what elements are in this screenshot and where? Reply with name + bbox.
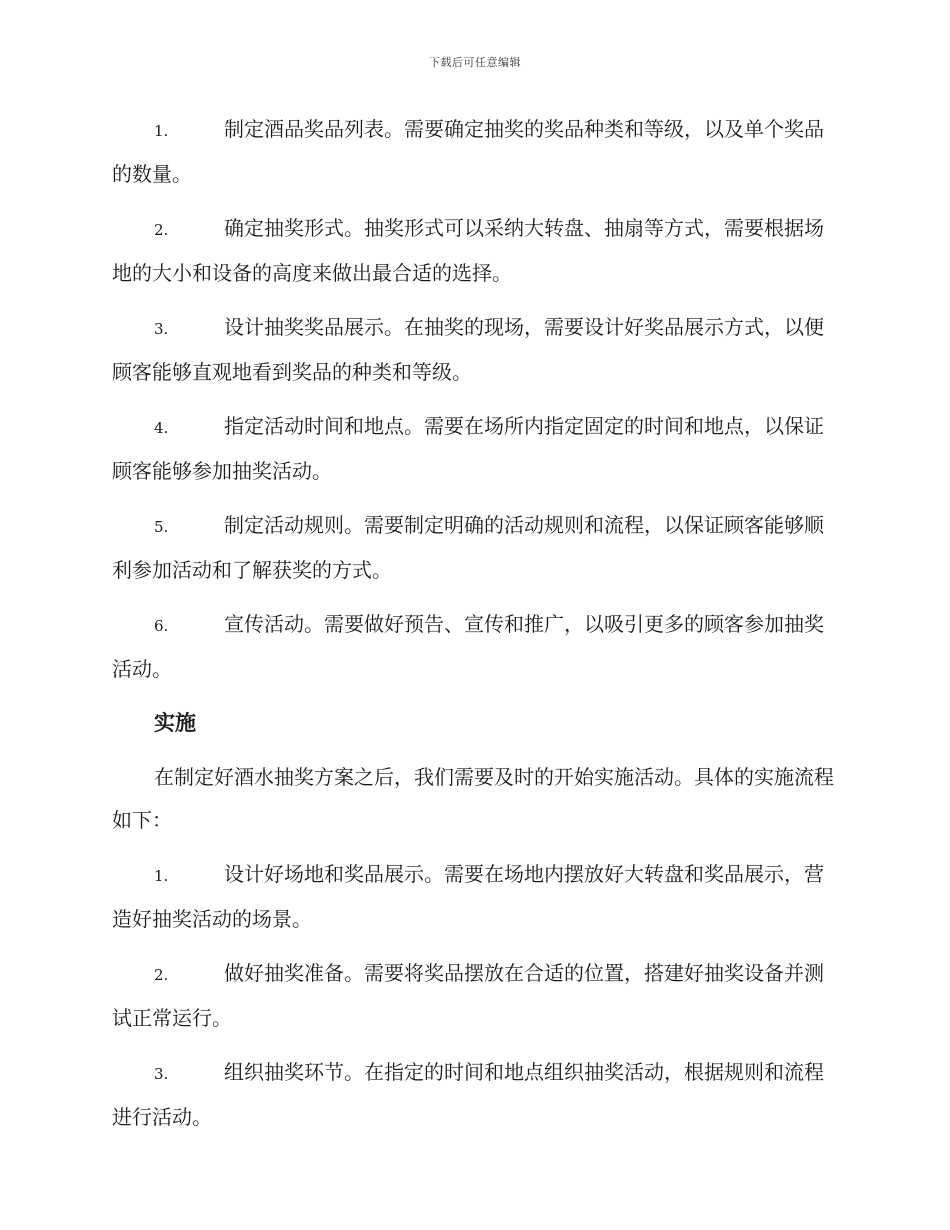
list-item-text: 确定抽奖形式。抽奖形式可以采纳大转盘、抽扇等方式，需要根据场地的大小和设备的高度来做出最合适的选择。 [112, 216, 824, 285]
list-item-number: 2. [154, 966, 169, 984]
list-item-text: 做好抽奖准备。需要将奖品摆放在合适的位置，搭建好抽奖设备并测试正常运行。 [112, 961, 824, 1030]
list-item [112, 504, 836, 592]
list-item-text: 指定活动时间和地点。需要在场所内指定固定的时间和地点，以保证顾客能够参加抽奖活动。 [112, 414, 824, 483]
list-item-number: 3. [154, 1065, 169, 1083]
list-item-text: 组织抽奖环节。在指定的时间和地点组织抽奖活动，根据规则和流程进行活动。 [112, 1060, 824, 1129]
document-body [112, 108, 836, 1150]
list-item [112, 306, 836, 394]
section-heading: 实施 [154, 711, 196, 735]
list-item [112, 405, 836, 493]
header-note: 下载后可任意编辑 [429, 56, 521, 69]
section-intro: 在制定好酒水抽奖方案之后，我们需要及时的开始实施活动。具体的实施流程如下： [112, 765, 834, 832]
list-item-number: 5. [154, 518, 169, 536]
list-item-number: 2. [154, 221, 169, 239]
list-item [112, 1051, 836, 1139]
list-item-text: 设计好场地和奖品展示。需要在场地内摆放好大转盘和奖品展示，营造好抽奖活动的场景。 [112, 862, 824, 931]
list-item-number: 3. [154, 320, 169, 338]
list-item [112, 207, 836, 295]
list-item-number: 1. [154, 122, 169, 140]
list-item [112, 952, 836, 1040]
list-item [112, 108, 836, 196]
list-item-text: 宣传活动。需要做好预告、宣传和推广，以吸引更多的顾客参加抽奖活动。 [112, 612, 824, 681]
list-item-text: 设计抽奖奖品展示。在抽奖的现场，需要设计好奖品展示方式，以便顾客能够直观地看到奖品的种类和等级。 [112, 315, 824, 384]
list-item [112, 603, 836, 691]
list-item-text: 制定活动规则。需要制定明确的活动规则和流程，以保证顾客能够顺利参加活动和了解获奖的方式。 [112, 513, 824, 582]
list-item [112, 853, 836, 941]
list-item-number: 6. [154, 617, 169, 635]
list-item-number: 4. [154, 419, 169, 437]
list-item-number: 1. [154, 867, 169, 885]
list-item-text: 制定酒品奖品列表。需要确定抽奖的奖品种类和等级，以及单个奖品的数量。 [112, 117, 824, 186]
